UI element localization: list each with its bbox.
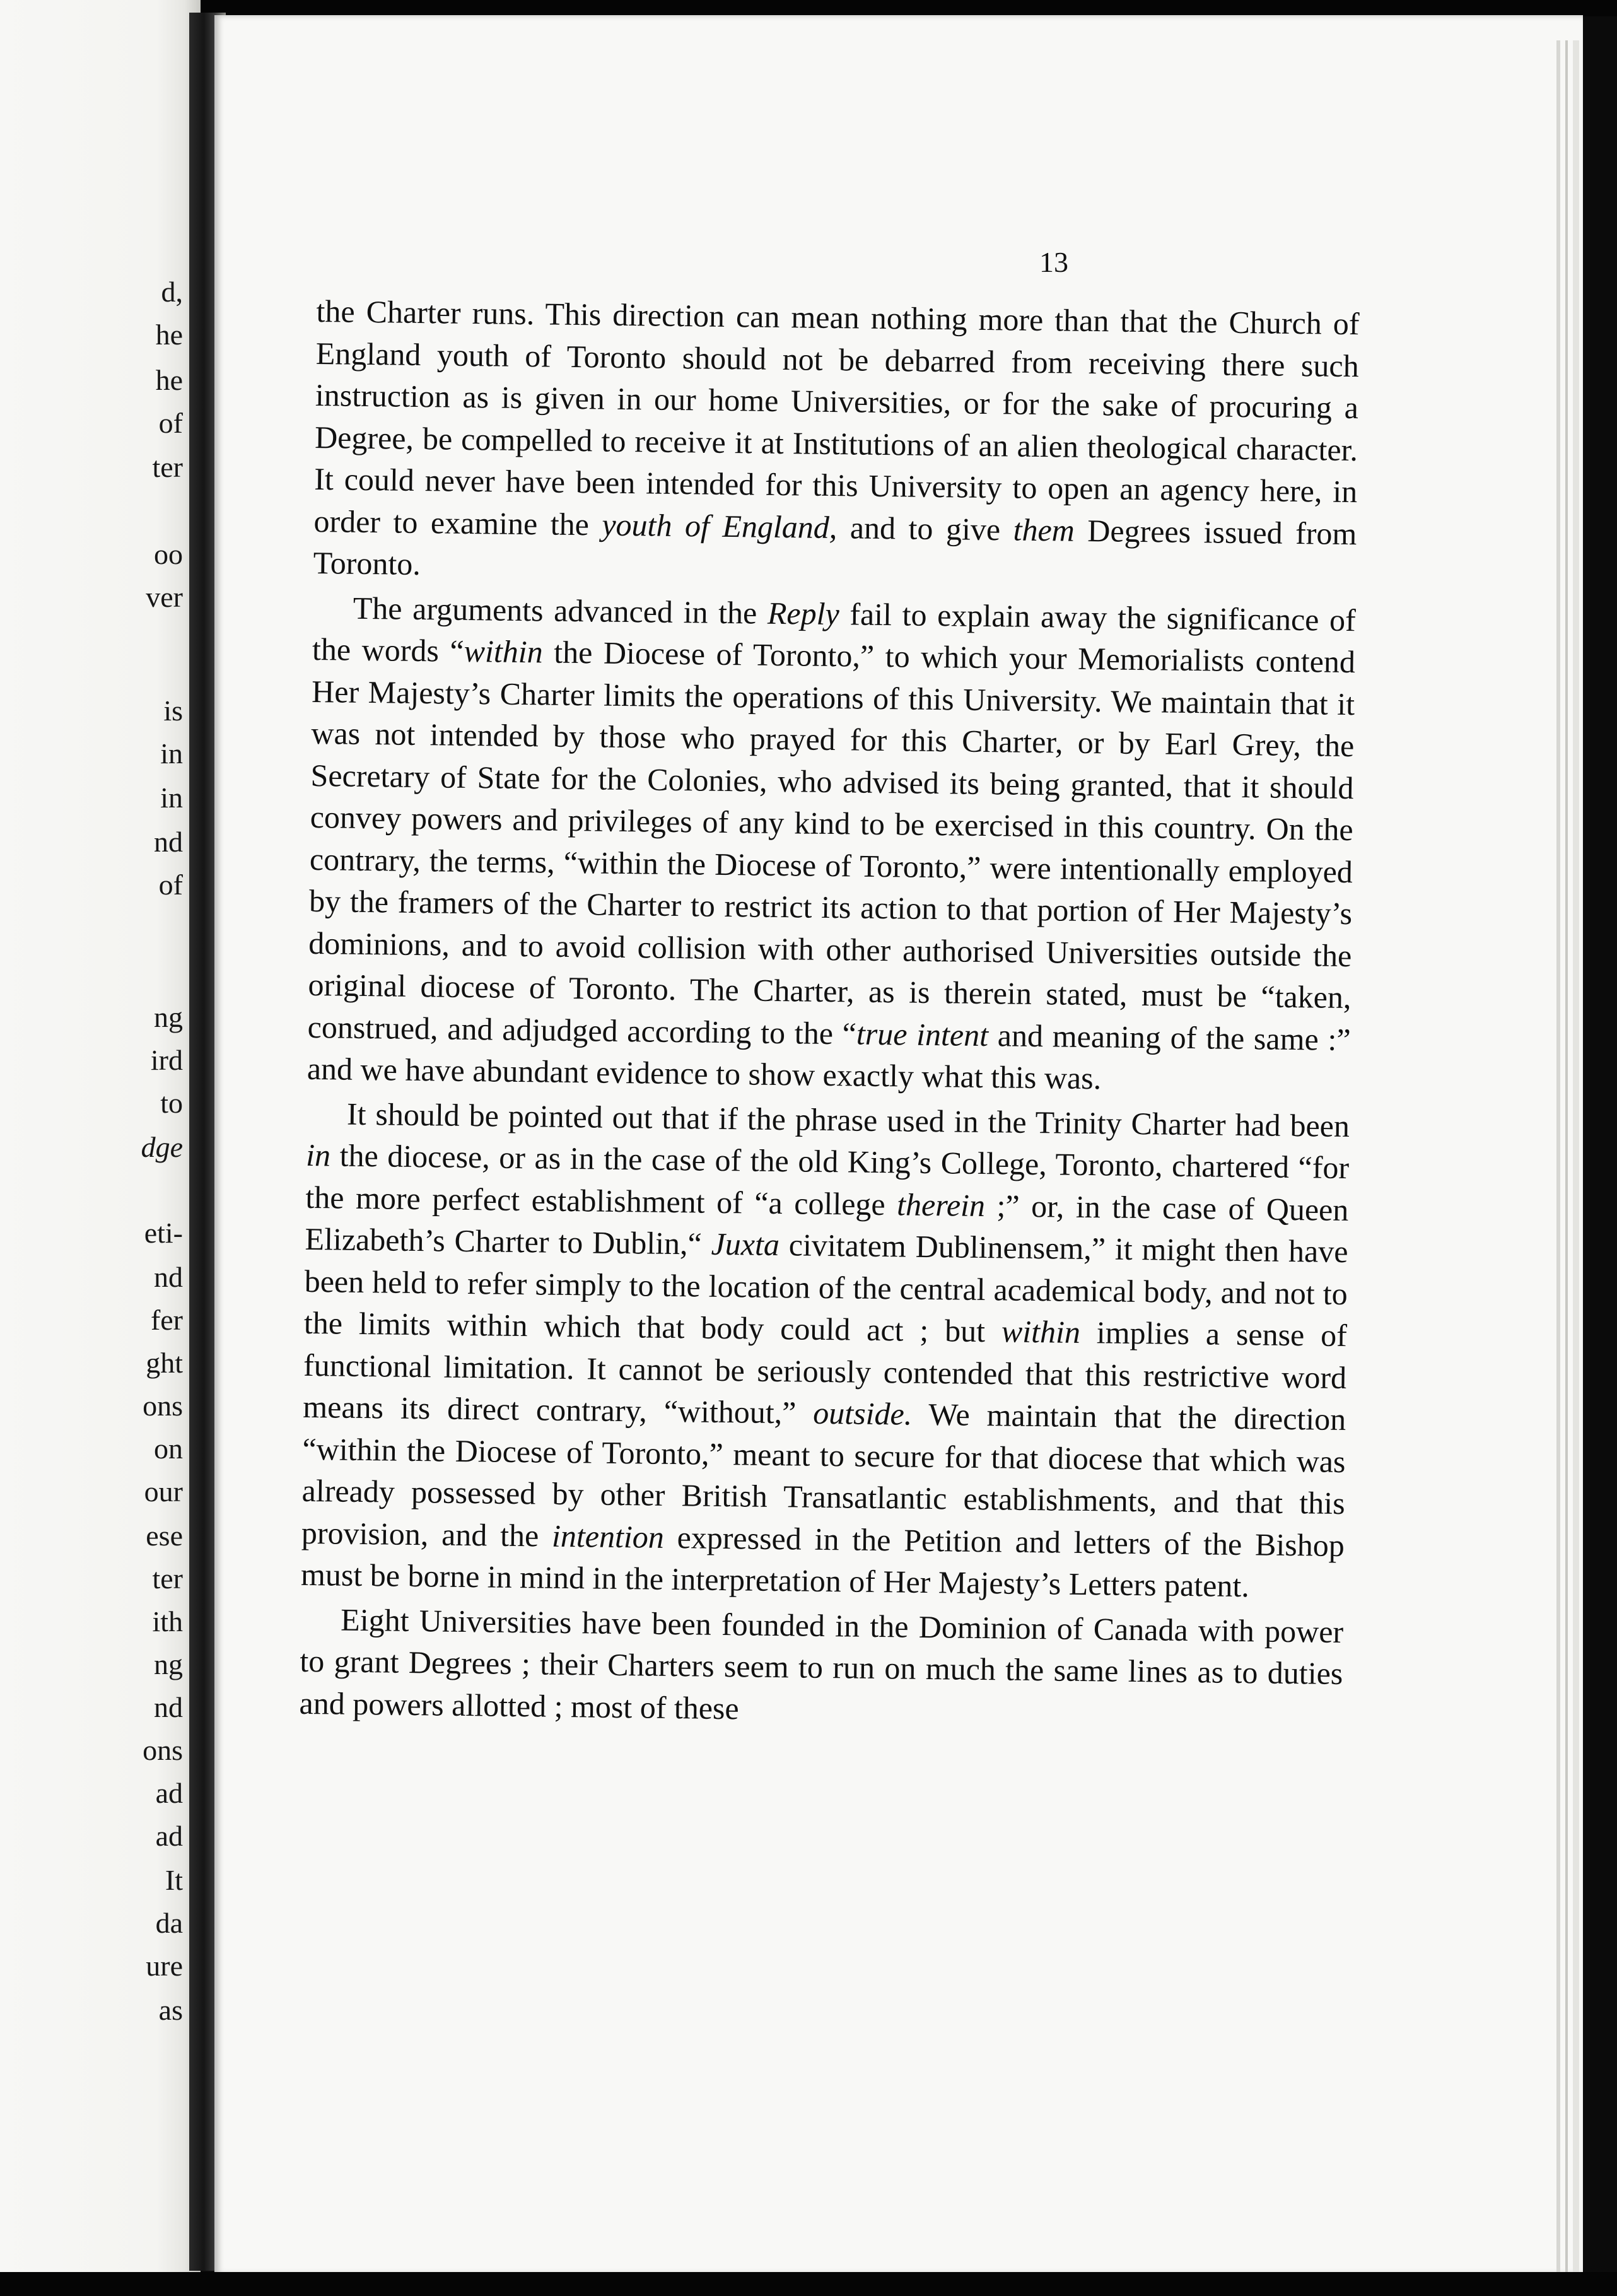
italic-text-run: within <box>1001 1313 1081 1350</box>
italic-text-run: therein <box>896 1186 986 1223</box>
left-page-line-fragment: ure <box>146 1950 183 1982</box>
text-run: and meaning of the same :” and we have abundant evidence to show exactly what this was. <box>306 1017 1351 1096</box>
left-page-line-fragment: eti- <box>144 1217 183 1249</box>
left-page-line-fragment: our <box>144 1475 183 1508</box>
left-page-line-fragment: ter <box>152 1562 183 1595</box>
left-page-line-fragment: ght <box>146 1347 183 1379</box>
left-page-line-fragment: ons <box>143 1390 183 1422</box>
left-page-line-fragment: of <box>158 869 183 901</box>
italic-text-run: youth of England, <box>602 507 838 545</box>
paragraph <box>299 1598 1343 1737</box>
left-facing-page <box>0 0 201 2296</box>
text-run: Degrees issued from Toronto. <box>313 512 1357 582</box>
text-run: the diocese, or as in the case of the old King’s College, Toronto, chartered “for the more perfect establishment of “a college <box>305 1137 1350 1222</box>
italic-text-run: within <box>464 633 544 670</box>
left-page-line-fragment: to <box>160 1087 183 1119</box>
left-page-line-fragment: nd <box>154 1261 183 1293</box>
left-page-line-fragment: ad <box>155 1820 183 1852</box>
left-page-line-fragment: d, <box>161 276 183 308</box>
left-page-line-fragment: ter <box>152 451 183 483</box>
left-page-line-fragment: ng <box>154 1001 183 1033</box>
left-page-line-fragment: ver <box>146 581 183 613</box>
left-page-line-fragment: in <box>160 782 183 814</box>
left-page-line-fragment: ith <box>152 1605 183 1637</box>
page-edge-stack <box>1573 40 1579 2280</box>
page-number: 13 <box>1039 246 1068 278</box>
scan-top-edge <box>0 0 1617 16</box>
text-run: fail to explain away the significance of the words “ <box>312 595 1357 669</box>
italic-text-run: true intent <box>856 1016 989 1053</box>
left-page-line-fragment: fer <box>150 1304 183 1336</box>
text-run: implies a sense of functional limitation. It cannot be seriously contended that this restrictive word means its direct contrary, “without,” <box>303 1314 1348 1431</box>
left-page-line-fragment: is <box>163 694 183 727</box>
paragraph <box>313 290 1360 597</box>
left-page-line-fragment: ad <box>155 1777 183 1809</box>
italic-text-run: intention <box>551 1518 665 1555</box>
left-page-line-fragment: dge <box>141 1131 183 1163</box>
paragraph <box>307 586 1357 1102</box>
left-page-line-fragment: ird <box>150 1044 183 1076</box>
left-page-line-fragment: It <box>165 1864 183 1896</box>
text-run: the Diocese of Toronto,” to which your Memorialists contend Her Majesty’s Charter limits the operations of this University. We maintain that it was not intended by those who prayed for this Charter, or by Earl Grey, the Secretary of State for the Colonies, who advised its being granted, that it should convey powers and privileges of any kind to be exercised in this country. On the contrary, the terms, “within the Diocese of Toronto,” were intentionally employed by the framers of the Charter to restrict its action to that portion of Her Majesty’s dominions, and to avoid collision with other authorised Universities outside the original diocese of Toronto. The Charter, as is therein stated, must be “taken, construed, and adjudged according to the “ <box>307 634 1356 1051</box>
page-edge-stack <box>1565 40 1568 2280</box>
left-page-line-fragment: nd <box>154 1691 183 1723</box>
text-run: civitatem Dublinensem,” it might then have been held to refer simply to the location of the central academical body, and not to the limits within which that body could act ; but <box>303 1227 1348 1349</box>
left-page-line-fragment: he <box>155 319 183 351</box>
text-run: expressed in the Petition and letters of the Bishop must be borne in mind in the interpretation of Her Majesty’s Letters patent. <box>300 1519 1345 1604</box>
left-page-line-fragment: of <box>158 407 183 439</box>
left-page-line-fragment: ese <box>146 1520 183 1552</box>
text-run: It should be pointed out that if the phrase used in the Trinity Charter had been <box>346 1096 1350 1144</box>
left-page-line-fragment: in <box>160 737 183 770</box>
left-page-line-fragment: oo <box>154 538 183 570</box>
body-text <box>299 290 1360 1737</box>
paragraph <box>301 1092 1350 1608</box>
text-run: the Charter runs. This direction can mean nothing more than that the Church of England youth of Toronto should not be debarred from receiving there such instruction as is given in our home Universities, or for the sake of procuring a Degree, be compelled to receive it at Institutions of an alien theological character. It could never have been intended for this University to open an agency here, in order to examine the <box>313 293 1360 542</box>
page-edge-stack <box>1556 40 1560 2280</box>
left-page-line-fragment: as <box>158 1994 183 2026</box>
left-page-line-fragment: ons <box>143 1734 183 1766</box>
italic-text-run: outside. <box>813 1395 913 1432</box>
italic-text-run: Reply <box>767 595 840 631</box>
scan-bottom-edge <box>0 2272 1617 2296</box>
text-run: ;” or, in the case of Queen Elizabeth’s Charter to Dublin,“ <box>305 1187 1349 1262</box>
left-page-line-fragment: da <box>155 1907 183 1939</box>
left-page-line-fragment: on <box>154 1432 183 1465</box>
text-run: We maintain that the direction “within the Diocese of Toronto,” meant to secure for that diocese that which was already possessed by other British Transatlantic establishments, and that this provision, and the <box>301 1396 1346 1554</box>
left-page-line-fragment: ng <box>154 1648 183 1680</box>
text-run: Eight Universities have been founded in the Dominion of Canada with power to grant Degrees ; their Charters seem to run on much the same lines as to duties and powers allotted ; most of these <box>299 1602 1344 1726</box>
left-page-line-fragment: he <box>155 364 183 396</box>
text-run: and to give <box>837 509 1013 548</box>
text-run: The arguments advanced in the <box>353 590 768 631</box>
italic-text-run: Juxta <box>711 1226 780 1263</box>
italic-text-run: in <box>305 1137 331 1173</box>
italic-text-run: them <box>1013 512 1075 548</box>
left-page-line-fragment: nd <box>154 826 183 858</box>
